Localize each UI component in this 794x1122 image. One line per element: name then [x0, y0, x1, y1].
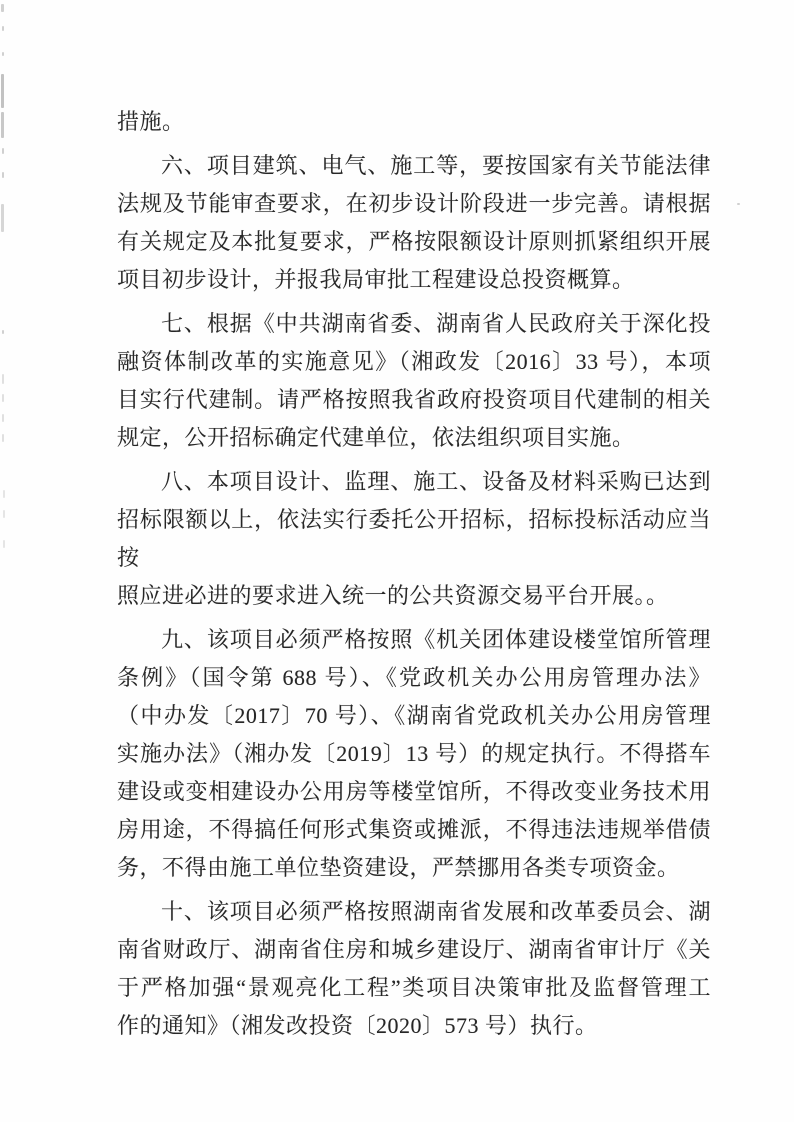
scan-artifact: [2, 434, 4, 442]
text-line: 融资体制改革的实施意见》（湘政发〔2016〕33 号），本项: [117, 349, 711, 374]
text-line: 十、该项目必须严格按照湖南省发展和改革委员会、湖: [161, 899, 711, 924]
item-5-continuation: [117, 103, 711, 141]
text-line: 务，不得由施工单位垫资建设，严禁挪用各类专项资金。: [117, 855, 680, 880]
scan-artifact: [3, 490, 5, 498]
item-6: [117, 147, 711, 299]
scan-artifact: [2, 148, 4, 154]
scan-artifact: [2, 330, 4, 334]
text-line: 条例》（国令第 688 号）、《党政机关办公用房管理办法》: [117, 665, 711, 690]
text-line: 目实行代建制。请严格按照我省政府投资项目代建制的相关: [117, 387, 711, 412]
text-line: 六、项目建筑、电气、施工等，要按国家有关节能法律: [161, 153, 711, 178]
item-8: [117, 463, 711, 615]
text-line: 规定，公开招标确定代建单位，依法组织项目实施。: [117, 425, 635, 450]
scan-artifact: [1, 112, 4, 138]
scan-artifact: [737, 203, 740, 205]
text-line: 实施办法》（湘办发〔2019〕13 号）的规定执行。不得搭车: [117, 741, 711, 766]
scan-artifact: [2, 26, 4, 31]
scan-artifact: [2, 374, 4, 384]
scan-artifact: [2, 394, 4, 402]
text-line: 照应进必进的要求进入统一的公共资源交易平台开展。。: [117, 583, 669, 608]
item-7: [117, 305, 711, 457]
text-line: 八、本项目设计、监理、施工、设备及材料采购已达到: [161, 469, 711, 494]
text-line: 有关规定及本批复要求，严格按限额设计原则抓紧组织开展: [117, 229, 711, 254]
text-line: 建设或变相建设办公用房等楼堂馆所，不得改变业务技术用: [117, 779, 711, 804]
text-line: （中办发〔2017〕70 号）、《湖南省党政机关办公用房管理: [117, 703, 711, 728]
text-line: 法规及节能审查要求，在初步设计阶段进一步完善。请根据: [117, 191, 711, 216]
text-line: 项目初步设计，并报我局审批工程建设总投资概算。: [117, 267, 635, 292]
scan-artifact: [1, 4, 4, 12]
document-body: [117, 103, 711, 1045]
text-line: 房用途，不得搞任何形式集资或摊派，不得违法违规举借债: [117, 817, 711, 842]
scan-artifact: [2, 414, 4, 422]
text-line: 招标限额以上，依法实行委托公开招标，招标投标活动应当按: [117, 507, 711, 570]
text-line: 七、根据《中共湖南省委、湖南省人民政府关于深化投: [161, 311, 711, 336]
text-line: 作的通知》（湘发改投资〔2020〕573 号）执行。: [117, 1013, 598, 1038]
scan-artifact: [1, 74, 4, 108]
scan-artifact: [3, 510, 5, 518]
scan-artifact: [1, 204, 4, 232]
item-10: [117, 893, 711, 1045]
text-line: 南省财政厅、湖南省住房和城乡建设厅、湖南省审计厅《关: [117, 937, 711, 962]
text-line: 措施。: [117, 109, 185, 134]
item-9: [117, 621, 711, 887]
text-line: 于严格加强“景观亮化工程”类项目决策审批及监督管理工: [117, 975, 711, 1000]
text-line: 九、该项目必须严格按照《机关团体建设楼堂馆所管理: [161, 627, 711, 652]
scan-artifact: [3, 540, 5, 548]
scan-artifact: [2, 52, 4, 56]
scan-artifact: [2, 172, 4, 178]
